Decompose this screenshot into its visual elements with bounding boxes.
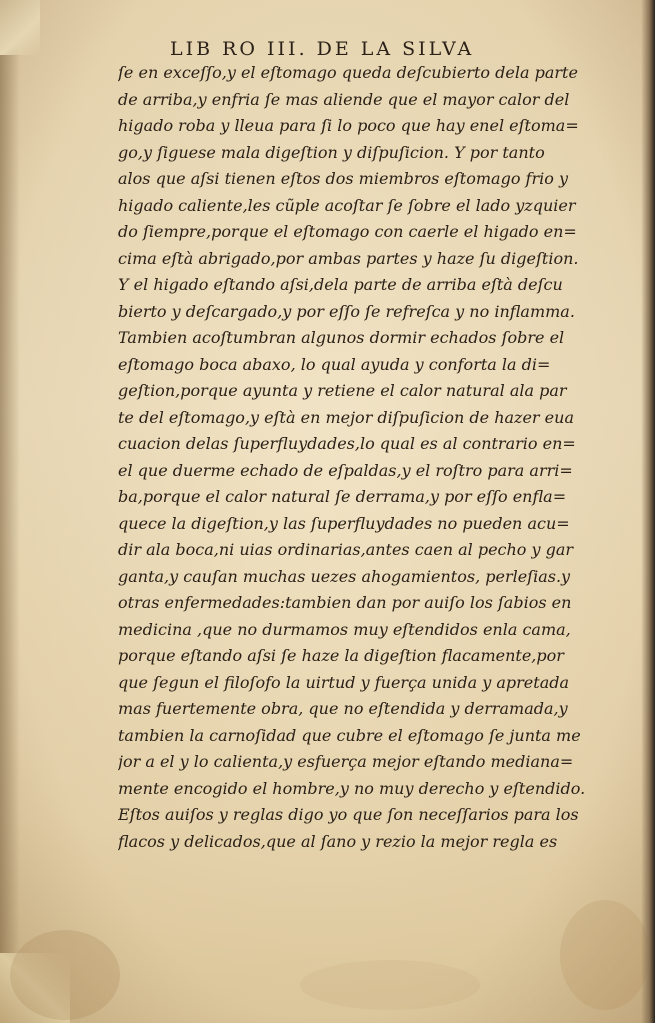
paper-stain xyxy=(560,900,650,1010)
text-line: Tambien acoſtumbran algunos dormir echados ſobre el xyxy=(118,328,565,347)
text-line: ba,porque el calor natural ſe derrama,y por eſſo enfla= xyxy=(118,487,567,506)
text-line: geſtion,porque ayunta y retiene el calor natural ala par xyxy=(118,381,567,400)
text-line: alos que aſsi tienen eſtos dos miembros eſtomago frio y xyxy=(118,169,568,188)
text-line: Y el higado eſtando aſsi,dela parte de arriba eſtà deſcu xyxy=(118,275,563,294)
text-line: que ſegun el filoſofo la uirtud y fuerça unida y apretada xyxy=(118,672,570,692)
text-line: tambien la carnoſidad que cubre el eſtomago ſe junta me xyxy=(118,725,581,745)
text-line: medicina ,que no durmamos muy eſtendidos enla cama, xyxy=(118,619,571,639)
text-line: dir ala boca,ni uias ordinarias,antes caen al pecho y gar xyxy=(118,540,574,559)
running-head: LIB RO III. DE LA SILVA xyxy=(170,38,475,60)
text-line: Eſtos auiſos y reglas digo yo que ſon neceſſarios para los xyxy=(118,805,579,824)
text-line: porque eſtando aſsi ſe haze la digeſtion flacamente,por xyxy=(118,646,564,665)
text-line: el que duerme echado de eſpaldas,y el roſtro para arri= xyxy=(118,460,573,480)
text-line: bierto y deſcargado,y por eſſo ſe refreſca y no inflamma. xyxy=(118,301,575,321)
text-line: do ſiempre,porque el eſtomago con caerle el higado en= xyxy=(118,222,577,241)
text-block xyxy=(118,60,618,855)
text-line: mas fuertemente obra, que no eſtendida y derramada,y xyxy=(118,699,568,718)
torn-corner xyxy=(0,0,40,55)
text-line: ſe en exceſſo,y el eſtomago queda deſcubierto dela parte xyxy=(118,63,578,82)
text-line: quece la digeſtion,y las ſuperfluydades no pueden acu= xyxy=(118,513,570,533)
text-line: ganta,y cauſan muchas uezes ahogamientos, perleſias.y xyxy=(118,566,571,586)
text-line: te del eſtomago,y eſtà en mejor diſpuſicion de hazer eua xyxy=(118,407,574,427)
paper-stain xyxy=(10,930,120,1020)
text-line: eſtomago boca abaxo, lo qual ayuda y conforta la di= xyxy=(118,354,551,374)
text-line: higado caliente,les cũple acoſtar ſe ſobre el lado yzquier xyxy=(118,195,576,215)
text-line: cima eſtà abrigado,por ambas partes y haze ſu digeſtion. xyxy=(118,248,579,268)
text-line: mente encogido el hombre,y no muy derecho y eſtendido. xyxy=(118,778,586,798)
text-line: otras enfermedades:tambien dan por auiſo los ſabios en xyxy=(118,593,572,612)
text-line: jor a el y lo calienta,y esfuerça mejor eſtando mediana= xyxy=(118,752,574,771)
text-line: cuacion delas ſuperfluydades,lo qual es al contrario en= xyxy=(118,434,576,453)
text-line: de arriba,y enfria ſe mas aliende que el mayor calor del xyxy=(118,89,570,109)
text-line: go,y ſiguese mala digeſtion y diſpuſicion. Y por tanto xyxy=(118,142,545,162)
text-line: flacos y delicados,que al ſano y rezio la mejor regla es xyxy=(118,831,558,851)
paper-stain xyxy=(300,960,480,1010)
text-line: higado roba y lleua para ſi lo poco que hay enel eſtoma= xyxy=(118,116,579,135)
